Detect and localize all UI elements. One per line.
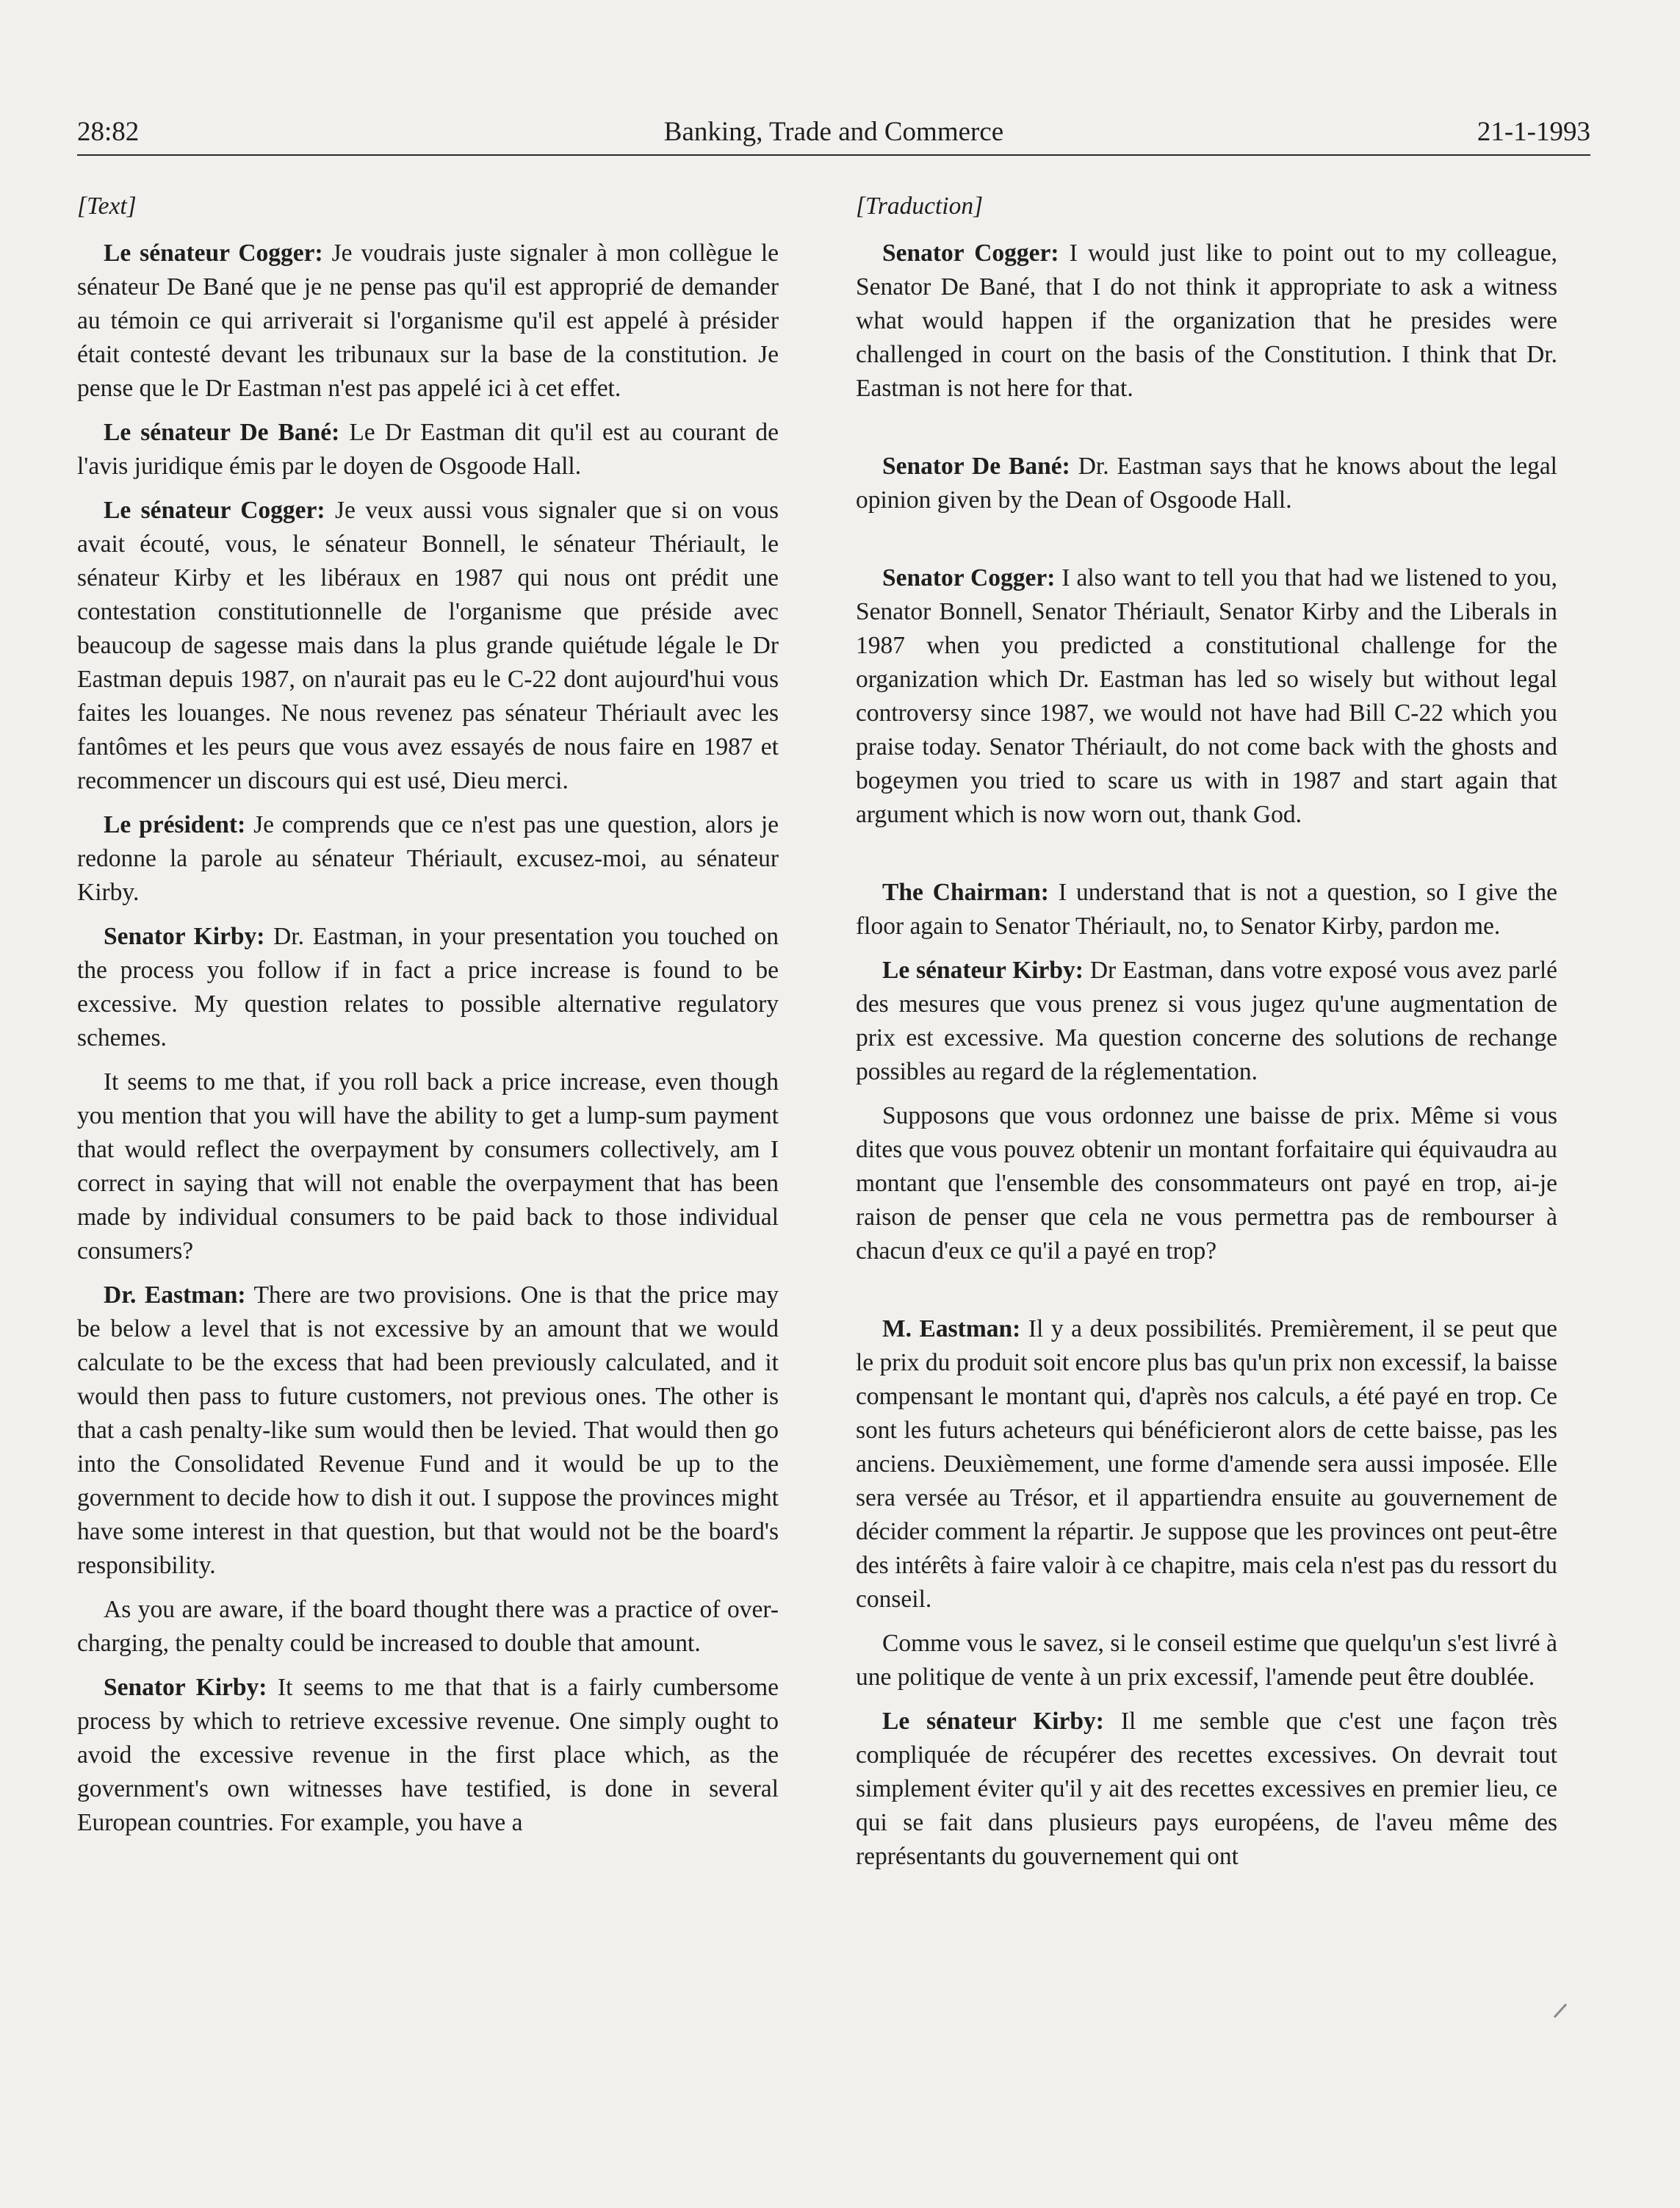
speaker-name: Le sénateur Kirby: [882,957,1084,984]
paragraph-text: Il y a deux possibilités. Premièrement, il se peut que le prix du produit soit encore plus bas qu'un prix non excessif, la baisse compensant le montant qui, d'après nos calculs, a été payé en trop. Ce sont les futurs acheteurs qui bénéficieront alors de cette baisse, pas les anciens. Deuxièmement, une forme d'amende sera aussi imposée. Elle sera versée au Trésor, et il appartiendra ensuite au gouvernement de décider comment la répartir. Je suppose que les provinces ont peut-être des intérêts à faire valoir à ce chapitre, mais cela n'est pas du ressort du conseil. [856,1315,1558,1613]
speaker-name: Senator Kirby: [104,1674,267,1701]
speaker-name: Le sénateur De Bané: [104,419,340,446]
paragraph [77,237,779,406]
speaker-name: Le sénateur Kirby: [882,1708,1104,1735]
paragraph [856,954,1557,1089]
paragraph [77,494,779,798]
paragraph [856,1705,1557,1874]
section-tag: [Traduction] [856,193,984,220]
paragraph [77,1671,779,1840]
paragraph [856,1627,1557,1694]
speaker-name: Senator Cogger: [882,564,1056,591]
paragraph [77,1065,779,1268]
paragraph-text: Je voudrais juste signaler à mon collègue le sénateur De Bané que je ne pense pas qu'il est approprié de demander au témoin ce qui arriverait si l'organisme qu'il est appelé à présider était contesté devant les tribunaux sur la base de la constitution. Je pense que le Dr Eastman n'est pas appelé ici à cet effet. [77,240,779,402]
paragraph [77,1279,779,1583]
pencil-mark [1554,2004,1567,2018]
paragraph [77,920,779,1055]
page-number: 28:82 [77,117,140,147]
paragraph [856,1312,1557,1617]
paragraph-text: It seems to me that that is a fairly cumbersome process by which to retrieve excessive revenue. One simply ought to avoid the excessive revenue in the first place which, as the government's own witnesses have testified, is done in several European countries. For example, you have a [77,1674,779,1836]
paragraph-text: Il me semble que c'est une façon très compliquée de récupérer des recettes excessives. On devrait tout simplement éviter qu'il y ait des recettes excessives en premier lieu, ce qui se fait dans plusieurs pays européens, de l'aveu même des représentants du gouvernement qui ont [856,1708,1557,1870]
paragraph-text: Supposons que vous ordonnez une baisse de prix. Même si vous dites que vous pouvez obtenir un montant forfaitaire qui équivaudra au montant que l'ensemble des consommateurs ont payé en trop, ai-je raison de penser que cela ne vous permettra pas de rembourser à chacun d'eux ce qu'il a payé en trop? [856,1102,1557,1265]
paragraph-text: As you are aware, if the board thought there was a practice of over-charging, the penalty could be increased to double that amount. [77,1596,779,1657]
paragraph-text: There are two provisions. One is that the price may be below a level that is not excessive by an amount that we would calculate to be the excess that had been previously calculated, and it would then pass to future customers, not previous ones. The other is that a cash penalty-like sum would then be levied. That would then go into the Consolidated Revenue Fund and it would be up to the government to decide how to dish it out. I suppose the provinces might have some interest in that question, but that would not be the board's responsibility. [77,1281,779,1579]
paragraph [77,808,779,910]
speaker-name: Senator De Bané: [882,453,1070,480]
paragraph-text: Comme vous le savez, si le conseil estime que quelqu'un s'est livré à une politique de vente à un prix excessif, l'amende peut être doublée. [856,1630,1557,1691]
paragraph [856,876,1557,943]
speaker-name: Le sénateur Cogger: [104,240,323,267]
paragraph-text: Dr. Eastman says that he knows about the legal opinion given by the Dean of Osgoode Hall. [856,453,1557,514]
speaker-name: Senator Cogger: [882,240,1059,267]
paragraph-text: Le Dr Eastman dit qu'il est au courant de l'avis juridique émis par le doyen de Osgoode Hall. [77,419,779,480]
page-date: 21-1-1993 [1477,117,1590,147]
paragraph-text: Dr Eastman, dans votre exposé vous avez parlé des mesures que vous prenez si vous jugez qu'une augmentation de prix est excessive. Ma question concerne des solutions de rechange possibles au regard de la réglementation. [856,957,1557,1085]
paragraph-text: I also want to tell you that had we listened to you, Senator Bonnell, Senator Thériault, Senator Kirby and the Liberals in 1987 when you predicted a constitutional challenge for the organization which Dr. Eastman has led so wisely but without legal controversy since 1987, we would not have had Bill C-22 which you praise today. Senator Thériault, do not come back with the ghosts and bogeymen you tried to scare us with in 1987 and start again that argument which is now worn out, thank God. [856,564,1558,828]
paragraph [77,416,779,483]
paragraph [856,237,1557,406]
left-column [77,190,779,1850]
paragraph [856,450,1557,517]
paragraph-text: Je comprends que ce n'est pas une question, alors je redonne la parole au sénateur Thériault, excusez-moi, au sénateur Kirby. [77,811,779,906]
paragraph-text: It seems to me that, if you roll back a price increase, even though you mention that you will have the ability to get a lump-sum payment that would reflect the overpayment by consumers collectively, am I correct in saying that will not enable the overpayment that has been made by individual consumers to be paid back to those individual consumers? [77,1068,779,1265]
speaker-name: M. Eastman: [882,1315,1021,1342]
speaker-name: The Chairman: [882,879,1049,906]
page-header [77,116,1590,157]
speaker-name: Senator Kirby: [104,923,265,950]
right-column [856,190,1557,1884]
paragraph [856,1099,1557,1268]
paragraph [77,1593,779,1661]
paragraph-text: Je veux aussi vous signaler que si on vous avait écouté, vous, le sénateur Bonnell, le sénateur Thériault, le sénateur Kirby et les libéraux en 1987 qui nous ont prédit une contestation constitutionnelle de l'organisme que préside avec beaucoup de sagesse mais dans la plus grande quiétude légale le Dr Eastman depuis 1987, on n'aurait pas eu le C-22 dont aujourd'hui vous faites les louanges. Ne nous revenez pas sénateur Thériault avec les fantômes et les peurs que vous avez essayés de nous faire en 1987 et recommencer un discours qui est usé, Dieu merci. [77,497,779,794]
header-rule [77,154,1590,156]
page-title: Banking, Trade and Commerce [663,117,1004,147]
section-tag: [Text] [77,193,137,220]
speaker-name: Le sénateur Cogger: [104,497,325,524]
paragraph-text: Dr. Eastman, in your presentation you touched on the process you follow if in fact a price increase is found to be excessive. My question relates to possible alternative regulatory schemes. [77,923,779,1051]
speaker-name: Dr. Eastman: [104,1281,246,1309]
paragraph [856,561,1557,832]
paragraph-text: I would just like to point out to my colleague, Senator De Bané, that I do not think it appropriate to ask a witness what would happen if the organization that he presides were challenged in court on the basis of the Constitution. I think that Dr. Eastman is not here for that. [856,240,1558,402]
paragraph-text: I understand that is not a question, so I give the floor again to Senator Thériault, no, to Senator Kirby, pardon me. [856,879,1558,940]
speaker-name: Le président: [104,811,246,838]
